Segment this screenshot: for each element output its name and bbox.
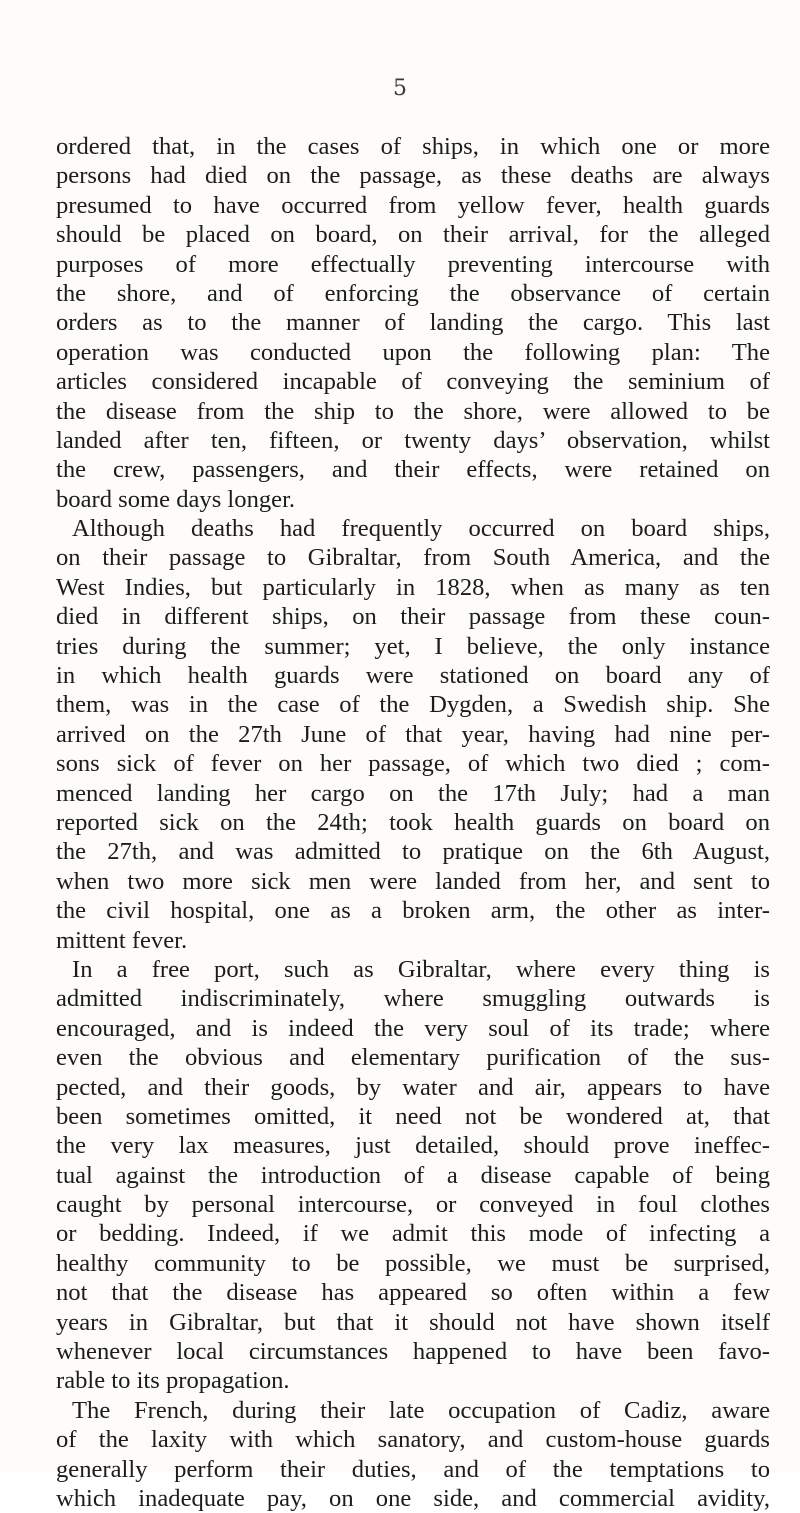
text-line: healthy community to be possible, we must be surprised, [56, 1249, 770, 1277]
text-line: not that the disease has appeared so often within a few [56, 1279, 770, 1307]
text-line: of the laxity with which sanatory, and custom-house guards [56, 1426, 770, 1454]
text-line: The French, during their late occupation of Cadiz, aware [72, 1396, 770, 1424]
text-line: been sometimes omitted, it need not be wondered at, that [56, 1102, 770, 1130]
text-line: Although deaths had frequently occurred on board ships, [72, 515, 770, 543]
text-line: purposes of more effectually preventing intercourse with [56, 250, 770, 278]
text-line: tries during the summer; yet, I believe, the only instance [56, 632, 770, 660]
text-line: menced landing her cargo on the 17th July; had a man [56, 779, 770, 807]
text-line: persons had died on the passage, as these deaths are always [56, 162, 770, 190]
text-line: or bedding. Indeed, if we admit this mode of infecting a [56, 1220, 770, 1248]
text-line: pected, and their goods, by water and air, appears to have [56, 1073, 770, 1101]
text-line: the disease from the ship to the shore, were allowed to be [56, 397, 770, 425]
text-line: in which health guards were stationed on board any of [56, 662, 770, 690]
text-line: years in Gibraltar, but that it should not have shown itself [56, 1308, 770, 1336]
text-line: arrived on the 27th June of that year, having had nine per- [56, 720, 770, 748]
text-line: reported sick on the 24th; took health guards on board on [56, 808, 770, 836]
text-line: mittent fever. [56, 926, 188, 954]
text-line: even the obvious and elementary purification of the sus- [56, 1044, 770, 1072]
text-line: whenever local circumstances happened to have been favo- [56, 1338, 770, 1366]
text-line: died in different ships, on their passage from these coun- [56, 603, 770, 631]
text-line: on their passage to Gibraltar, from South America, and the [56, 544, 770, 572]
text-line: encouraged, and is indeed the very soul of its trade; where [56, 1014, 770, 1042]
text-line: the 27th, and was admitted to pratique on the 6th August, [56, 838, 770, 866]
text-line: orders as to the manner of landing the cargo. This last [56, 309, 770, 337]
text-line: the crew, passengers, and their effects, were retained on [56, 456, 770, 484]
text-line: should be placed on board, on their arrival, for the alleged [56, 221, 770, 249]
text-line: caught by personal intercourse, or conveyed in foul clothes [56, 1191, 770, 1219]
text-line: admitted indiscriminately, where smuggling outwards is [56, 985, 770, 1013]
text-line: presumed to have occurred from yellow fever, health guards [56, 191, 770, 219]
body-text [56, 132, 770, 1513]
text-line: landed after ten, fifteen, or twenty days’ observation, whilst [56, 426, 770, 454]
text-line: the civil hospital, one as a broken arm, the other as inter- [56, 897, 770, 925]
text-line: West Indies, but particularly in 1828, when as many as ten [56, 573, 770, 601]
text-line: tual against the introduction of a disease capable of being [56, 1161, 770, 1189]
text-line: the shore, and of enforcing the observance of certain [56, 279, 770, 307]
text-line: them, was in the case of the Dygden, a Swedish ship. She [56, 691, 770, 719]
text-line: rable to its propagation. [56, 1367, 290, 1395]
text-line: operation was conducted upon the following plan: The [56, 338, 770, 366]
text-line: which inadequate pay, on one side, and commercial avidity, [56, 1484, 770, 1512]
text-line: the very lax measures, just detailed, should prove ineffec- [56, 1132, 770, 1160]
text-line: In a free port, such as Gibraltar, where every thing is [72, 955, 770, 983]
text-line: board some days longer. [56, 485, 296, 513]
text-line: ordered that, in the cases of ships, in which one or more [56, 133, 770, 160]
text-line: articles considered incapable of conveying the seminium of [56, 368, 770, 396]
text-line: sons sick of fever on her passage, of which two died ; com- [56, 750, 770, 778]
text-line: when two more sick men were landed from her, and sent to [56, 867, 770, 895]
text-line: generally perform their duties, and of the temptations to [56, 1455, 770, 1483]
page-number: 5 [393, 76, 407, 101]
